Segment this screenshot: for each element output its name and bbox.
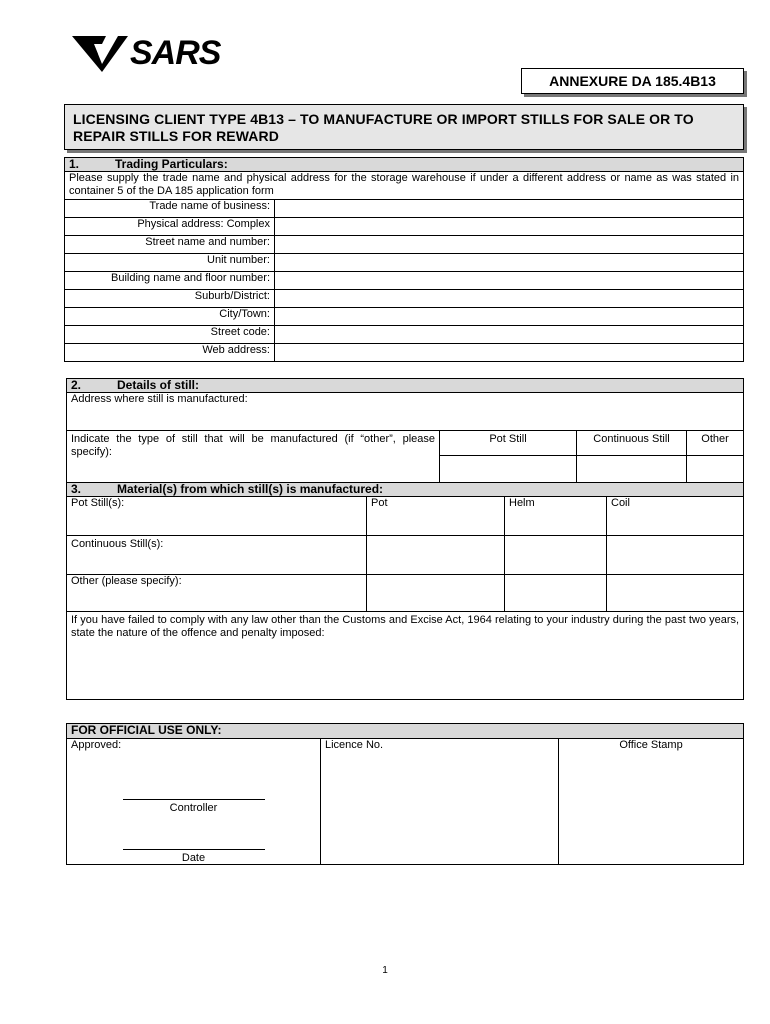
compliance-question: If you have failed to comply with any law other than the Customs and Excise Act, 1964 relating to your industry during the past two years, state the nature of the offence and penalty imposed:	[71, 614, 740, 639]
still-address-label: Address where still is manufactured:	[71, 393, 248, 405]
other-coil-input[interactable]	[607, 575, 744, 612]
compliance-field[interactable]	[67, 612, 744, 700]
other-helm-input[interactable]	[505, 575, 607, 612]
section2-header: 2. Details of still:	[67, 379, 744, 393]
continuous-still-input[interactable]	[577, 456, 687, 483]
other-pot-input[interactable]	[367, 575, 505, 612]
licence-label: Licence No.	[325, 739, 384, 751]
continuous-coil-input[interactable]	[607, 536, 744, 575]
type-pot-still: Pot Still	[440, 431, 577, 456]
row-label-continuous-still: Continuous Still(s):	[67, 536, 367, 575]
field-label: Unit number:	[65, 254, 275, 272]
annexure-label: ANNEXURE DA 185.4B13	[521, 68, 744, 94]
row-label-other: Other (please specify):	[67, 575, 367, 612]
form-title: LICENSING CLIENT TYPE 4B13 – TO MANUFACTURE OR IMPORT STILLS FOR SALE OR TO REPAIR STILLS FOR REWARD	[64, 104, 744, 150]
web-address-input[interactable]	[275, 344, 744, 362]
field-label: City/Town:	[65, 308, 275, 326]
continuous-pot-input[interactable]	[367, 536, 505, 575]
field-label: Street name and number:	[65, 236, 275, 254]
other-still-input[interactable]	[687, 456, 744, 483]
col-helm[interactable]: Helm	[505, 497, 607, 536]
page-number: 1	[382, 965, 388, 976]
continuous-helm-input[interactable]	[505, 536, 607, 575]
field-label: Suburb/District:	[65, 290, 275, 308]
col-coil[interactable]: Coil	[607, 497, 744, 536]
still-type-label: Indicate the type of still that will be manufactured (if “other”, please specify):	[67, 431, 440, 483]
official-header: FOR OFFICIAL USE ONLY:	[67, 724, 744, 739]
type-other: Other	[687, 431, 744, 456]
approved-label: Approved:	[71, 739, 122, 751]
still-address-field[interactable]	[67, 393, 744, 431]
field-label: Street code:	[65, 326, 275, 344]
trade-name-input[interactable]	[275, 200, 744, 218]
field-label: Physical address: Complex	[65, 218, 275, 236]
controller-label: Controller	[169, 802, 218, 814]
section1-header: 1. Trading Particulars:	[65, 158, 744, 172]
section1-instruction: Please supply the trade name and physical address for the storage warehouse if under a different address or name as was stated in container 5 of the DA 185 application form	[65, 172, 744, 200]
section-official-use	[66, 723, 744, 865]
field-label: Trade name of business:	[65, 200, 275, 218]
section3-header: 3. Material(s) from which still(s) is manufactured:	[67, 483, 744, 497]
building-input[interactable]	[275, 272, 744, 290]
field-label: Building name and floor number:	[65, 272, 275, 290]
licence-number-field[interactable]	[321, 739, 559, 865]
section-trading-particulars	[64, 157, 744, 362]
street-input[interactable]	[275, 236, 744, 254]
city-input[interactable]	[275, 308, 744, 326]
street-code-input[interactable]	[275, 326, 744, 344]
office-stamp-label: Office Stamp	[619, 739, 683, 751]
logo-text: SARS	[130, 34, 221, 72]
approval-cell[interactable]	[67, 739, 321, 865]
pot-still-input[interactable]	[440, 456, 577, 483]
complex-input[interactable]	[275, 218, 744, 236]
col-pot[interactable]: Pot	[367, 497, 505, 536]
row-label-pot-still: Pot Still(s):	[67, 497, 367, 536]
office-stamp-field	[559, 739, 744, 865]
field-label: Web address:	[65, 344, 275, 362]
sars-logo	[72, 30, 242, 74]
date-label: Date	[181, 852, 206, 864]
suburb-input[interactable]	[275, 290, 744, 308]
date-line	[123, 849, 265, 850]
section-still-details	[66, 378, 744, 700]
controller-signature-line	[123, 799, 265, 800]
unit-number-input[interactable]	[275, 254, 744, 272]
type-continuous-still: Continuous Still	[577, 431, 687, 456]
